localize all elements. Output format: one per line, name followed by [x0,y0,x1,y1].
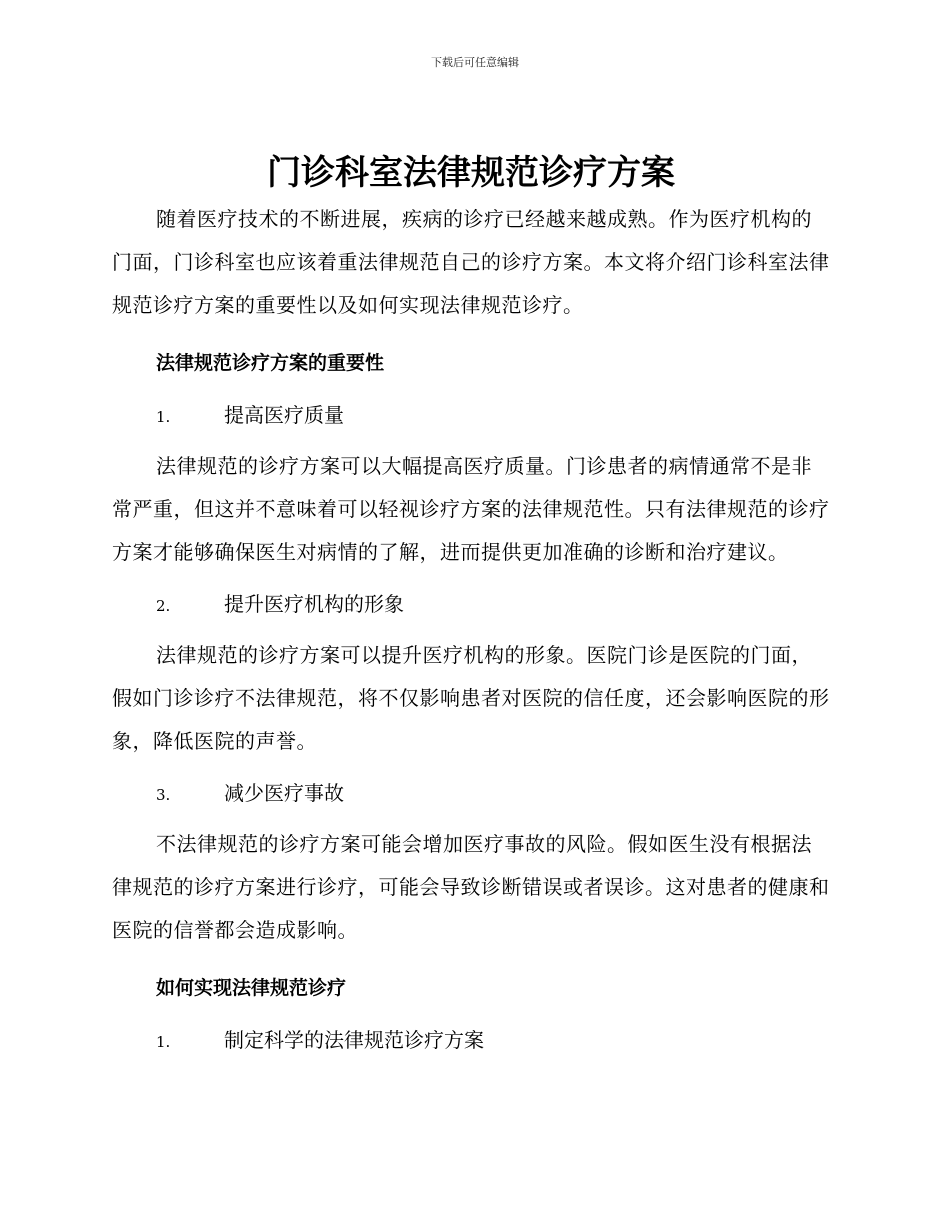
item-paragraph: 法律规范的诊疗方案可以提升医疗机构的形象。医院门诊是医院的门面，假如门诊诊疗不法律规范，将不仅影响患者对医院的信任度，还会影响医院的形象，降低医院的声誉。 [112,643,830,753]
item-paragraph: 不法律规范的诊疗方案可能会增加医疗事故的风险。假如医生没有根据法律规范的诊疗方案进行诊疗，可能会导致诊断错误或者误诊。这对患者的健康和医院的信誉都会造成影响。 [112,832,830,942]
item-paragraph: 法律规范的诊疗方案可以大幅提高医疗质量。门诊患者的病情通常不是非常严重，但这并不意味着可以轻视诊疗方案的法律规范性。只有法律规范的诊疗方案才能够确保医生对病情的了解，进而提供更加准确的诊断和治疗建议。 [112,454,830,564]
item-number: 1. [156,1033,171,1051]
header-note: 下载后可任意编辑 [431,56,519,69]
section-heading-implementation: 如何实现法律规范诊疗 [156,977,347,999]
item-number: 3. [156,786,171,804]
numbered-item [112,393,830,437]
item-label: 减少医疗事故 [224,781,344,805]
numbered-item [112,1018,830,1062]
numbered-item [112,582,830,626]
document-title: 门诊科室法律规范诊疗方案 [267,153,675,193]
item-number: 1. [156,408,171,426]
item-label: 提高医疗质量 [224,403,344,427]
section-heading-importance: 法律规范诊疗方案的重要性 [156,352,385,374]
numbered-item [112,771,830,815]
item-number: 2. [156,597,171,615]
document-content [112,148,830,1062]
item-label: 提升医疗机构的形象 [224,592,404,616]
intro-paragraph: 随着医疗技术的不断进展，疾病的诊疗已经越来越成熟。作为医疗机构的门面，门诊科室也应该着重法律规范自己的诊疗方案。本文将介绍门诊科室法律规范诊疗方案的重要性以及如何实现法律规范诊疗。 [112,207,830,317]
item-label: 制定科学的法律规范诊疗方案 [224,1028,484,1052]
